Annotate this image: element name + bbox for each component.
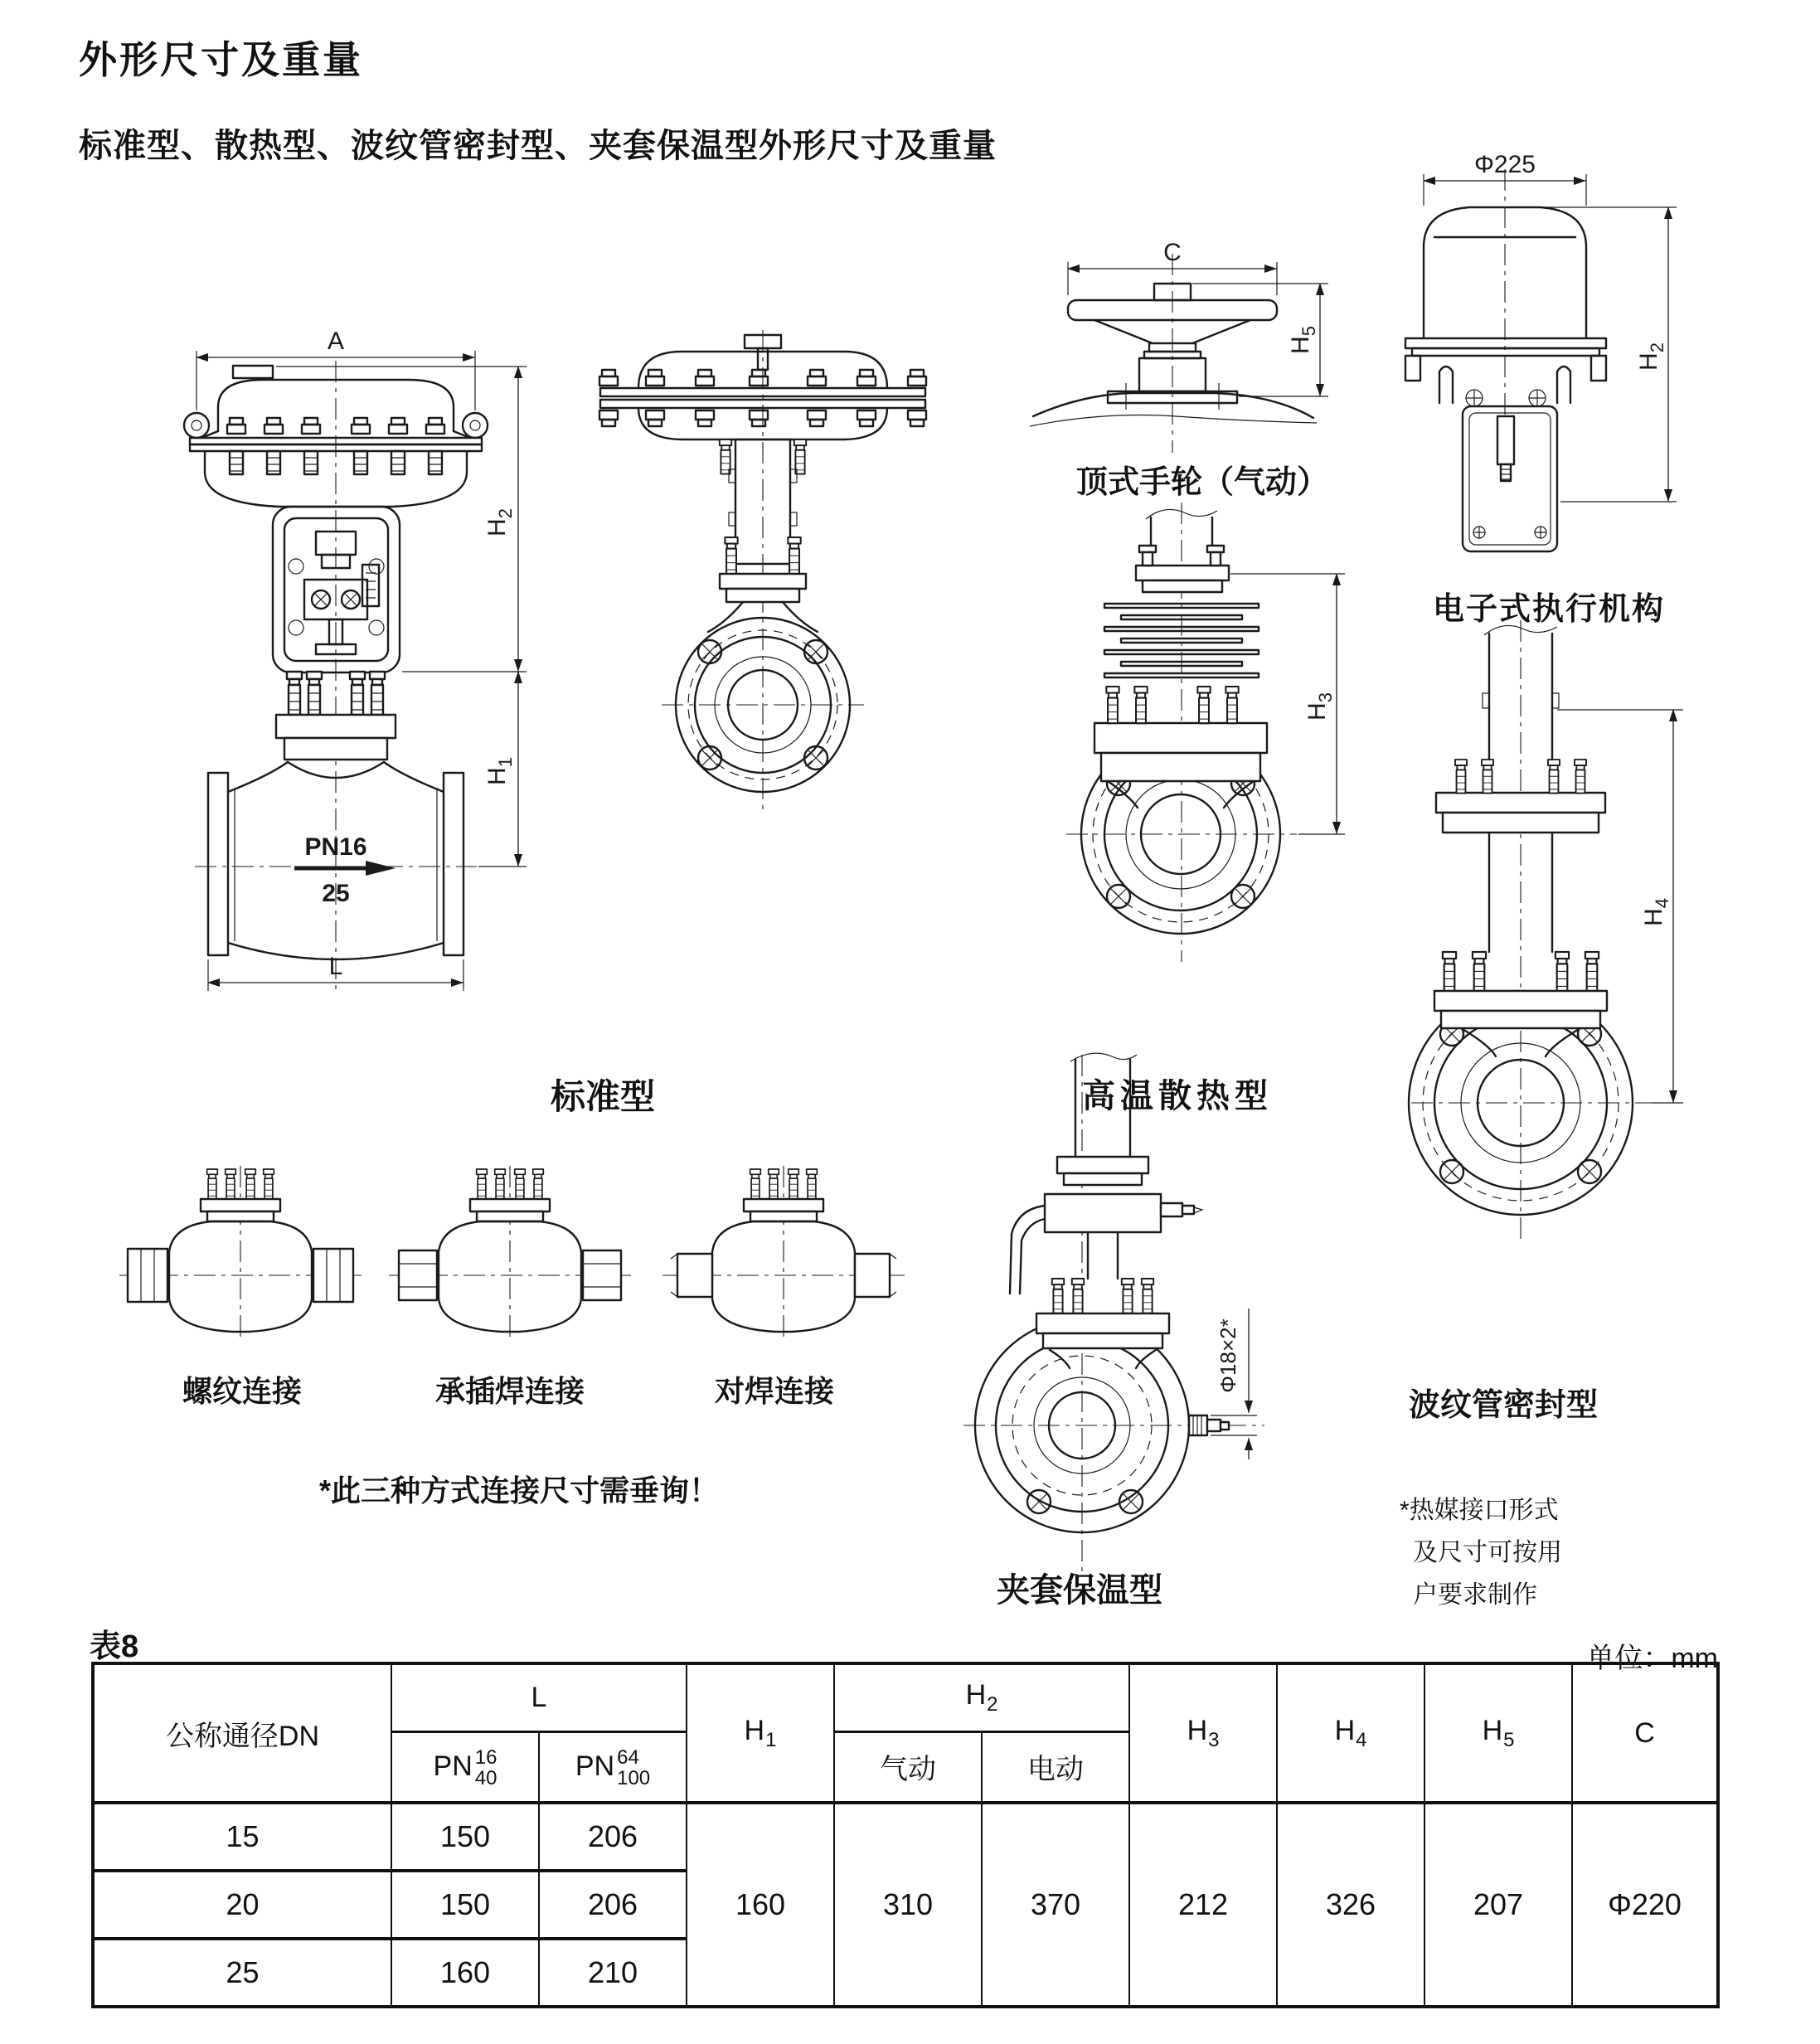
cooling-fins [1104, 604, 1259, 677]
heat-dissipation-valve-drawing [1053, 498, 1352, 1078]
table-unit: 单位：mm [1586, 1643, 1718, 1674]
bellows-sealed-valve-drawing [1410, 614, 1766, 1360]
heating-medium-pipe [1010, 1206, 1045, 1294]
cell-l-pn16-20: 150 [391, 1871, 539, 1939]
dim-label-h5: $H_5$ [1287, 326, 1319, 354]
col-header-dn: 公称通径DN [93, 1663, 391, 1803]
cell-h4: 326 [1277, 1803, 1424, 2007]
label-standard-type: 标准型 [550, 1077, 656, 1116]
bonnet [276, 672, 396, 760]
cell-h2-electric: 370 [982, 1803, 1129, 2007]
col-header-pn64-100: PN 64 100 [539, 1731, 687, 1803]
threaded-connection-drawing [116, 1144, 365, 1352]
cell-l-pn64-25: 210 [539, 1939, 687, 2007]
cell-h3: 212 [1129, 1803, 1277, 2007]
col-header-h5: $H_5$ [1424, 1663, 1572, 1803]
col-header-h3: $H_3$ [1129, 1663, 1277, 1803]
label-electronic-actuator: 电子式执行机构 [1432, 592, 1666, 627]
col-header-pn16-40: PN 16 40 [391, 1731, 539, 1803]
label-butt-weld-connection: 对焊连接 [714, 1374, 835, 1408]
socket-weld-connection-drawing [386, 1144, 634, 1352]
cell-l-pn16-25: 160 [391, 1939, 539, 2007]
dim-label-a: A [327, 328, 345, 355]
flow-arrow-icon [366, 861, 396, 876]
label-socket-weld-connection: 承插焊连接 [434, 1374, 585, 1408]
col-header-h2: $H_2$ [834, 1663, 1129, 1731]
dim-label-h1: $H_1$ [483, 757, 516, 785]
col-header-h1: $H_1$ [687, 1663, 834, 1803]
cell-c: Φ220 [1572, 1803, 1718, 2007]
dim-label-h2-electric: $H_2$ [1635, 342, 1667, 371]
body-mark-dn: 25 [322, 880, 350, 907]
cell-h5: 207 [1424, 1803, 1572, 2007]
cell-l-pn16-15: 150 [391, 1803, 539, 1871]
standard-valve-drawing [153, 328, 551, 999]
cell-dn-25: 25 [93, 1939, 391, 2007]
jacket-note [1400, 1489, 1562, 1616]
col-header-c: C [1572, 1663, 1718, 1803]
connection-note: *此三种方式连接尺寸需垂询！ [319, 1474, 720, 1508]
table-row-dn15 [93, 1803, 1718, 1871]
label-threaded-connection: 螺纹连接 [182, 1374, 303, 1408]
top-handwheel-drawing [1028, 240, 1385, 489]
dim-label-phi18: Φ18×2* [1216, 1318, 1240, 1393]
electronic-actuator-drawing [1376, 151, 1820, 564]
cell-l-pn64-20: 206 [539, 1871, 687, 1939]
table-caption: 表8 [90, 1629, 139, 1664]
cell-h1: 160 [687, 1803, 834, 2007]
jacket-bonnet [1045, 1194, 1161, 1232]
jacket-note-line2: 及尺寸可按用 [1413, 1539, 1562, 1566]
page-title: 外形尺寸及重量 [79, 38, 363, 81]
col-header-l: L [391, 1663, 687, 1731]
label-jacket-type: 夹套保温型 [997, 1572, 1162, 1609]
label-bellows-type: 波纹管密封型 [1408, 1388, 1599, 1423]
cell-l-pn64-15: 206 [539, 1803, 687, 1871]
jacket-note-line1: *热媒接口形式 [1400, 1497, 1559, 1524]
jacket-nozzle [1189, 1415, 1229, 1435]
jacket-note-line3: 户要求制作 [1413, 1581, 1537, 1609]
col-header-h4: $H_4$ [1277, 1663, 1424, 1803]
dim-label-h3: $H_3$ [1303, 692, 1336, 721]
dimension-table [91, 1662, 1720, 2008]
dim-label-h4: $H_4$ [1640, 898, 1672, 926]
body-mark-pn: PN16 [304, 833, 367, 861]
dim-label-h2: $H_2$ [483, 508, 516, 536]
cell-dn-15: 15 [93, 1803, 391, 1871]
dim-label-phi225: Φ225 [1474, 151, 1536, 178]
col-header-pneumatic: 气动 [834, 1731, 982, 1803]
dim-label-l: L [328, 953, 343, 980]
cell-dn-20: 20 [93, 1871, 391, 1939]
label-handwheel: 顶式手轮（气动） [1075, 465, 1329, 500]
butt-weld-connection-drawing [659, 1144, 908, 1352]
label-heat-type: 高温散热型 [1082, 1078, 1273, 1114]
standard-valve-side-drawing [572, 323, 1036, 970]
col-header-electric: 电动 [982, 1731, 1129, 1803]
section-subtitle: 标准型、散热型、波纹管密封型、夹套保温型外形尺寸及重量 [79, 128, 997, 164]
jacketed-valve-drawing [895, 1045, 1368, 1584]
dim-label-c: C [1163, 239, 1182, 266]
cell-h2-pneumatic: 310 [834, 1803, 982, 2007]
